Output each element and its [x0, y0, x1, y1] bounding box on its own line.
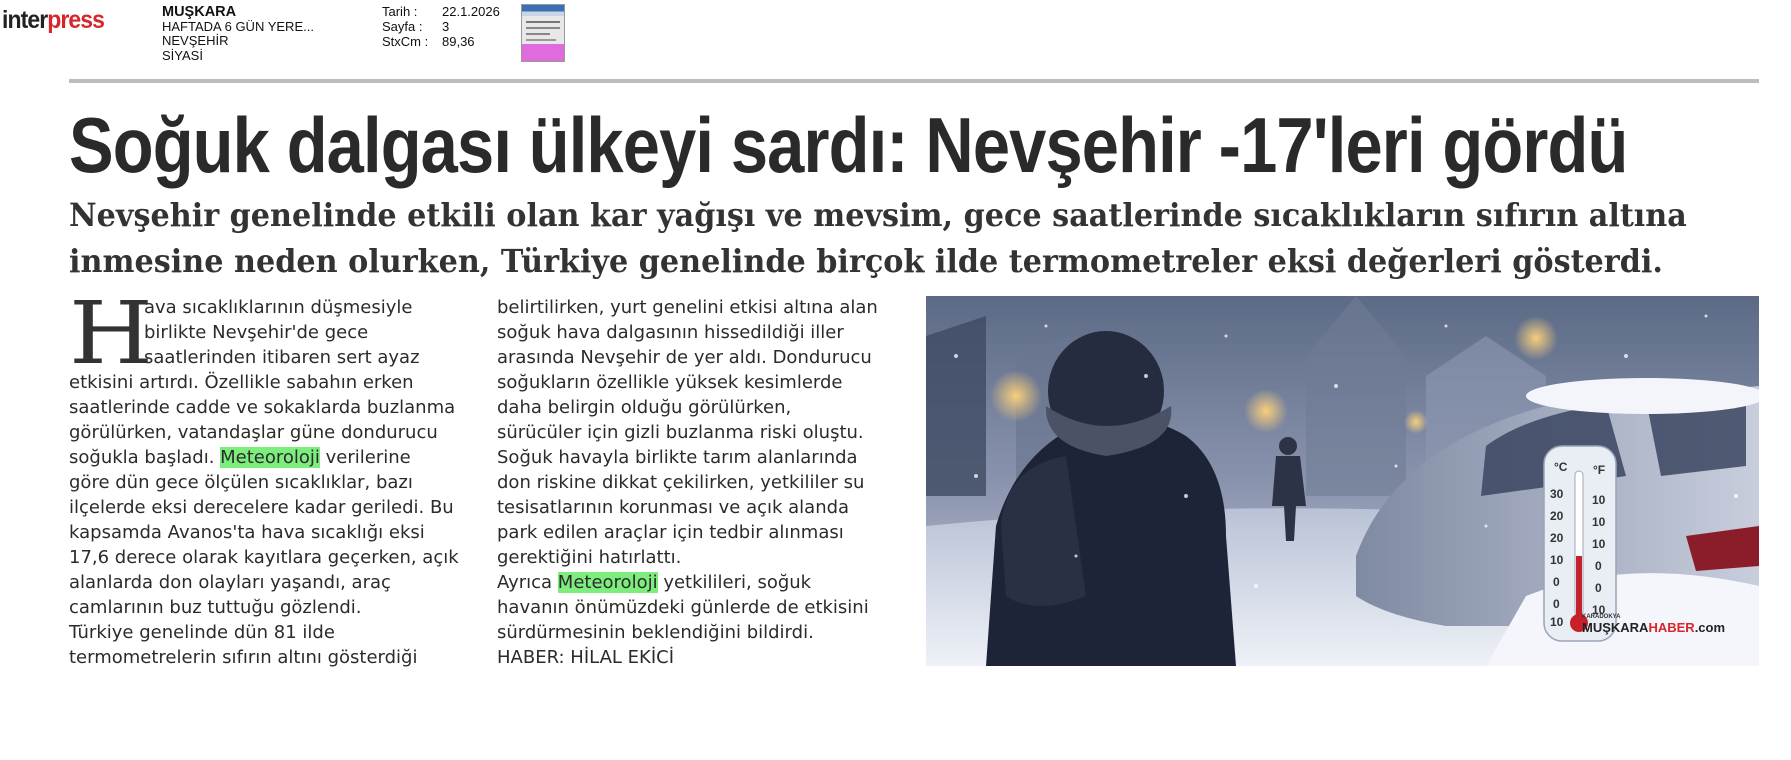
- publication-name: MUŞKARA: [162, 4, 237, 20]
- scale-c-tick: 20: [1550, 531, 1564, 545]
- size-value: 89,36: [442, 34, 475, 49]
- body-line: daha belirgin olduğu görülürken,: [497, 397, 792, 418]
- scale-c-tick: 30: [1550, 487, 1564, 501]
- size-label: StxCm :: [382, 34, 429, 49]
- scale-f-tick: 10: [1592, 603, 1606, 617]
- body-line: ava sıcaklıklarının düşmesiyle: [144, 297, 413, 318]
- body-line: termometrelerin sıfırın altını gösterdiği: [69, 647, 418, 668]
- body-line: tesisatlarının korunması ve açık alanda: [497, 497, 850, 518]
- body-line: ilçelerde eksi derecelere kadar geriledi. Bu: [69, 497, 454, 518]
- body-line: Soğuk havayla birlikte tarım alanlarında: [497, 447, 858, 468]
- body-line: [497, 570, 897, 595]
- body-line: kapsamda Avanos'ta hava sıcaklığı eksi: [69, 522, 425, 543]
- body-line: sürücüler için gizli buzlanma riski oluştu.: [497, 422, 864, 443]
- body-line: soğuk hava dalgasının hissedildiği iller: [497, 322, 844, 343]
- scale-c-tick: 20: [1550, 509, 1564, 523]
- body-line: gerektiğini hatırlattı.: [497, 547, 682, 568]
- body-line: belirtilirken, yurt genelini etkisi altına alan: [497, 297, 878, 318]
- thermometer-f-label: °F: [1593, 463, 1606, 477]
- body-line: Türkiye genelinde dün 81 ilde: [69, 622, 335, 643]
- publication-frequency: HAFTADA 6 GÜN YERE...: [162, 18, 314, 34]
- body-line: park edilen araçlar için tedbir alınması: [497, 522, 844, 543]
- page-thumbnail[interactable]: [521, 4, 565, 62]
- body-text: soğukla başladı.: [69, 447, 221, 468]
- body-text: Ayrıca: [497, 572, 558, 593]
- body-line: alanlarda don olayları yaşandı, araç: [69, 572, 391, 593]
- thermometer-icon: [1544, 446, 1616, 641]
- deck-line-1: Nevşehir genelinde etkili olan kar yağışı ve mevsim, gece saatlerinde sıcaklıkların sıfırın altına: [69, 196, 1687, 234]
- body-line: 17,6 derece olarak kayıtlara geçerken, açık: [69, 547, 459, 568]
- body-line: saatlerinde cadde ve sokaklarda buzlanma: [69, 397, 456, 418]
- article-column-1: [69, 284, 469, 670]
- body-text: verilerine: [319, 447, 411, 468]
- date-value: 22.1.2026: [442, 4, 500, 19]
- body-line: göre dün gece ölçülen sıcaklıklar, bazı: [69, 472, 413, 493]
- interpress-logo: [2, 6, 104, 35]
- body-text: yetkilileri, soğuk: [657, 572, 812, 593]
- body-line: havanın önümüzdeki günlerde de etkisini: [497, 597, 869, 618]
- page-value: 3: [442, 19, 450, 34]
- scale-f-tick: 10: [1592, 493, 1606, 507]
- publication-city: NEVŞEHİR: [162, 33, 229, 48]
- body-line: birlikte Nevşehir'de gece: [144, 322, 369, 343]
- logo-text-part1: inter: [2, 6, 48, 34]
- clipping-source-info: [162, 5, 314, 63]
- publication-category: SİYASİ: [162, 47, 203, 63]
- body-line: soğukların özellikle yüksek kesimlerde: [497, 372, 843, 393]
- body-line: don riskine dikkat çekilirken, yetkililer su: [497, 472, 865, 493]
- highlighted-keyword: Meteoroloji: [557, 572, 658, 593]
- body-line: camlarının buz tuttuğu gözlendi.: [69, 597, 362, 618]
- logo-text-part2: press: [47, 6, 105, 34]
- article-headline: Soğuk dalgası ülkeyi sardı: Nevşehir -17'leri gördü: [69, 101, 1628, 189]
- scale-c-tick: 10: [1550, 615, 1564, 629]
- body-line: sürdürmesinin beklendiğini bildirdi.: [497, 622, 814, 643]
- scale-c-tick: 0: [1553, 575, 1560, 589]
- body-line: arasında Nevşehir de yer aldı. Dondurucu: [497, 347, 872, 368]
- byline: HABER: HİLAL EKİCİ: [497, 647, 675, 668]
- scale-c-tick: 0: [1553, 597, 1560, 611]
- article-column-2: [497, 295, 897, 670]
- scale-f-tick: 0: [1595, 559, 1602, 573]
- deck-line-2: inmesine neden olurken, Türkiye genelinde birçok ilde termometreler eksi değerleri gösterdi.: [69, 242, 1663, 280]
- drop-cap: H: [69, 284, 153, 384]
- clipping-details: [382, 4, 500, 49]
- highlighted-keyword: Meteoroloji: [220, 447, 320, 468]
- article-photo: [926, 296, 1759, 666]
- watermark-logo: MUŞKARAHABER.com: [1582, 620, 1726, 635]
- header-divider: [69, 79, 1759, 83]
- body-line: etkisini artırdı. Özellikle sabahın erken: [69, 372, 414, 393]
- date-label: Tarih :: [382, 4, 418, 19]
- body-line: görülürken, vatandaşlar güne dondurucu: [69, 422, 438, 443]
- watermark-small-text: KARADOKYA: [1582, 614, 1621, 620]
- winter-scene-illustration: [926, 296, 1759, 666]
- thermometer-c-label: °C: [1554, 460, 1568, 474]
- body-line: [69, 445, 469, 470]
- page-label: Sayfa :: [382, 19, 423, 34]
- body-line: saatlerinden itibaren sert ayaz: [144, 347, 420, 368]
- scale-f-tick: 0: [1595, 581, 1602, 595]
- article-deck: [69, 192, 1687, 284]
- scale-c-tick: 10: [1550, 553, 1564, 567]
- scale-f-tick: 10: [1592, 537, 1606, 551]
- scale-f-tick: 10: [1592, 515, 1606, 529]
